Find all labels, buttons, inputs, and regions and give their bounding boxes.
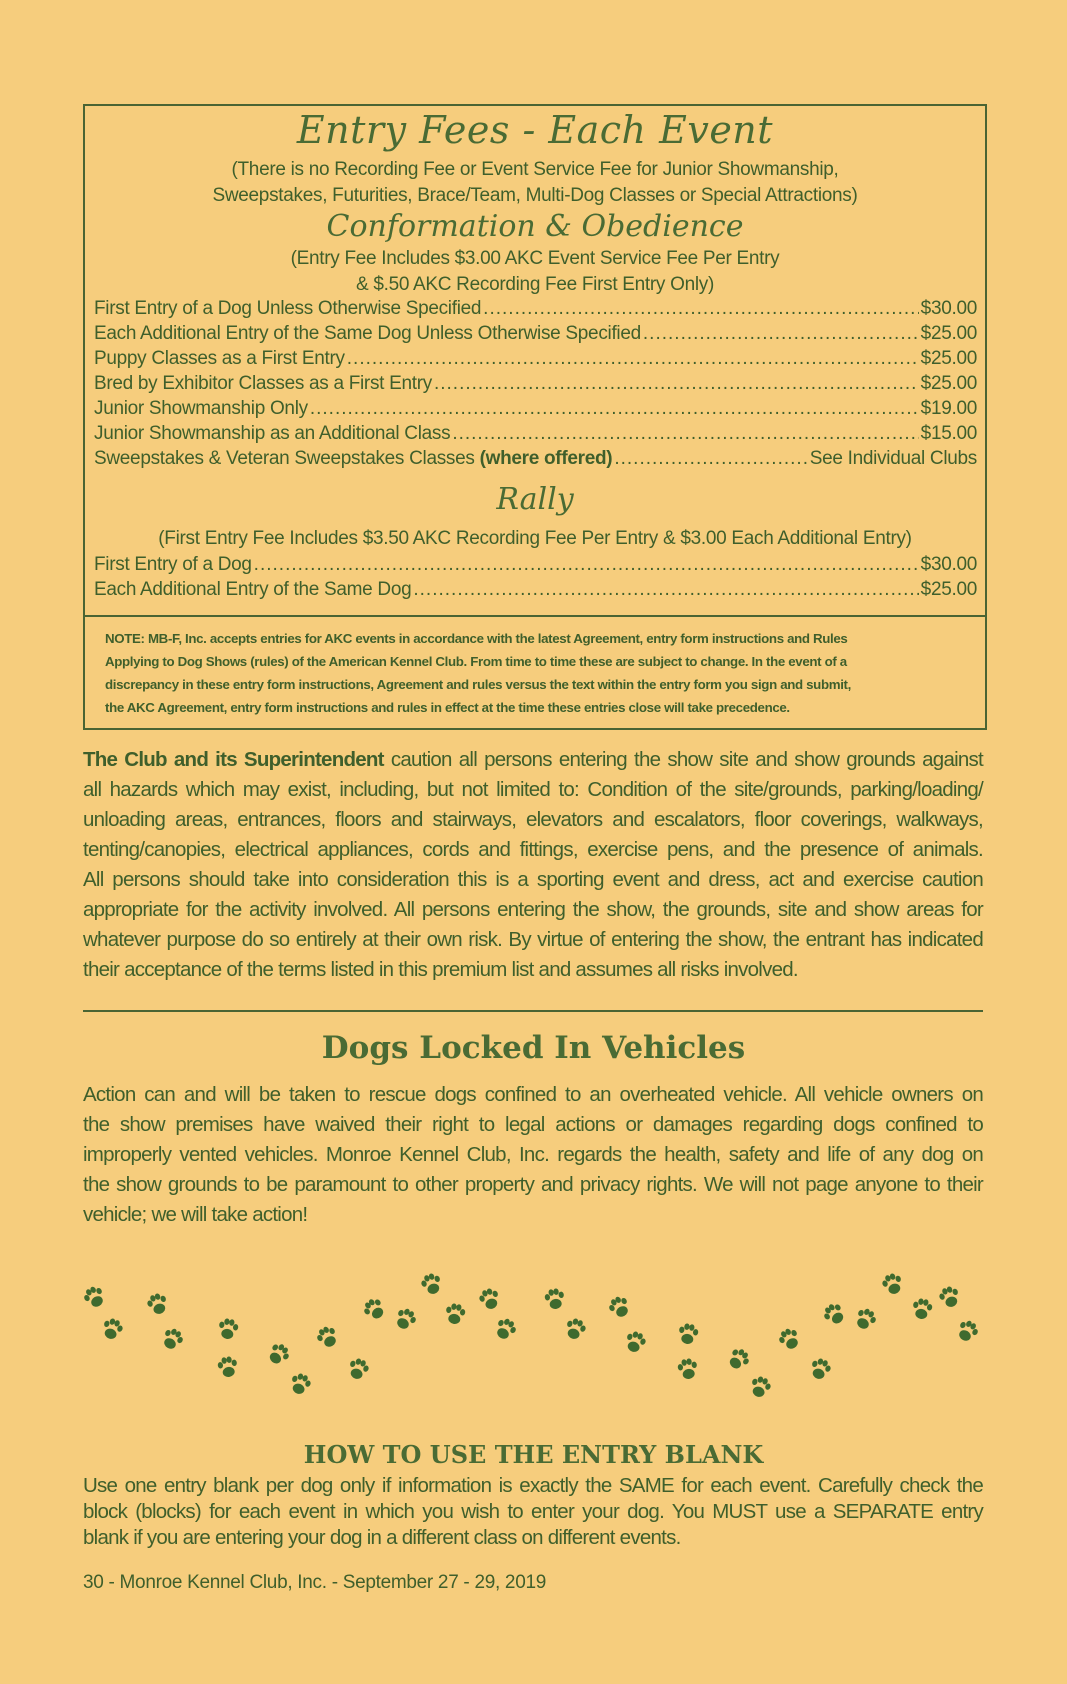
entry-fees-title: Entry Fees - Each Event <box>296 108 774 152</box>
leader-dots <box>483 296 919 321</box>
caution-line: All persons should take into consideration this is a sporting event and dress, act and exercise caution <box>83 868 983 891</box>
paw-print-icon <box>911 1297 933 1320</box>
subtitle-line: (Entry Fee Includes $3.00 AKC Event Service Fee Per Entry <box>290 248 780 269</box>
paw-print-icon <box>314 1324 341 1351</box>
fee-label-note: (where offered) <box>479 448 613 469</box>
leader-dots <box>413 577 918 602</box>
fee-row <box>94 371 977 396</box>
note-line: Applying to Dog Shows (rules) of the American Kennel Club. From time to time these are subject to change. In the event of a <box>105 654 847 669</box>
caution-line: all hazards which may exist, including, but not limited to: Condition of the site/grounds, parking/loading/ <box>83 778 983 801</box>
caution-line: their acceptance of the terms listed in this premium list and assumes all risks involved. <box>83 958 798 981</box>
paw-print-icon <box>145 1291 170 1317</box>
vehicles-line: vehicle; we will take action! <box>83 1203 308 1226</box>
paw-print-icon <box>808 1356 833 1382</box>
fee-label: Junior Showmanship Only <box>94 398 308 419</box>
paw-print-icon <box>444 1302 466 1325</box>
how-to-line: block (blocks) for each event in which you wish to enter your dog. You MUST use a SEPARATE entry <box>83 1500 983 1523</box>
divider <box>83 1010 983 1012</box>
subtitle-line: Sweepstakes, Futurities, Brace/Team, Multi-Dog Classes or Special Attractions) <box>212 185 858 206</box>
paw-print-icon <box>776 1326 803 1353</box>
paw-print-icon <box>544 1287 566 1310</box>
paw-print-icon <box>623 1329 648 1355</box>
how-to-line: blank if you are entering your dog in a different class on different events. <box>83 1526 681 1549</box>
paw-print-icon <box>606 1294 633 1321</box>
fee-label: Junior Showmanship as an Additional Class <box>94 423 451 444</box>
caution-line: whatever purpose do so entirely at their own risk. By virtue of entering the show, the entrant has indicated <box>83 928 983 951</box>
paw-print-icon <box>880 1271 905 1297</box>
paw-print-icon <box>81 1284 108 1311</box>
note-line: discrepancy in these entry form instructions, Agreement and rules versus the text within the entry form you sign and submit, <box>105 677 851 692</box>
caution-line: caution all persons entering the show site and show grounds against <box>383 748 983 771</box>
conformation-heading: Conformation & Obedience <box>326 209 744 244</box>
vehicles-line: the show grounds to be paramount to other property and privacy rights. We will not page anyone to their <box>83 1173 983 1196</box>
caution-line: tenting/canopies, electrical appliances, cords and fittings, exercise pens, and the presence of animals. <box>83 838 983 861</box>
how-to-paragraph <box>83 1473 983 1551</box>
paw-print-icon <box>217 1355 239 1378</box>
caution-line: appropriate for the activity involved. All persons entering the show, the grounds, site and show areas for <box>83 898 983 921</box>
conformation-subtitle <box>85 246 985 298</box>
fee-row <box>94 446 977 471</box>
paw-print-icon <box>748 1374 773 1400</box>
fee-value: See Individual Clubs <box>809 448 977 469</box>
leader-dots <box>434 371 919 396</box>
vehicles-line: the show premises have waived their right to legal actions or damages regarding dogs confined to <box>83 1113 983 1136</box>
fee-label: Sweepstakes & Veteran Sweepstakes Classes <box>94 448 475 469</box>
fee-label: Each Additional Entry of the Same Dog <box>94 579 412 600</box>
fee-row <box>94 321 977 346</box>
leader-dots <box>614 446 807 471</box>
paw-print-icon <box>159 1326 186 1353</box>
note-line: the AKC Agreement, entry form instructions and rules in effect at the time these entries close will take precedence. <box>105 700 790 715</box>
vehicles-paragraph <box>83 1080 983 1230</box>
paw-prints-decoration <box>0 1260 1067 1410</box>
leader-dots <box>254 552 919 577</box>
how-to-line: Use one entry blank per dog only if information is exactly the SAME for each event. Carefully check the <box>83 1474 983 1497</box>
paw-print-icon <box>419 1271 444 1297</box>
subtitle-line: & $.50 AKC Recording Fee First Entry Only) <box>355 274 715 295</box>
fee-label: Each Additional Entry of the Same Dog Unless Otherwise Specified <box>94 323 641 344</box>
agreement-note <box>85 615 985 719</box>
caution-line: unloading areas, entrances, floors and stairways, elevators and escalators, floor coverings, walkways, <box>83 808 983 831</box>
note-line: NOTE: MB-F, Inc. accepts entries for AKC events in accordance with the latest Agreement, entry form instructions and Rules <box>105 631 848 646</box>
leader-dots <box>347 346 919 371</box>
fee-row <box>94 577 977 602</box>
paw-print-icon <box>820 1300 848 1328</box>
entry-fees-subtitle <box>85 157 985 209</box>
leader-dots <box>643 321 919 346</box>
fee-label: Puppy Classes as a First Entry <box>94 348 345 369</box>
fee-row <box>94 346 977 371</box>
paw-print-icon <box>392 1306 419 1333</box>
fee-value: $25.00 <box>920 579 977 600</box>
vehicles-heading: Dogs Locked In Vehicles <box>321 1030 746 1066</box>
entry-fees-box <box>83 104 987 730</box>
fee-value: $25.00 <box>920 348 977 369</box>
subtitle-line: (There is no Recording Fee or Event Service Fee for Junior Showmanship, <box>231 159 839 180</box>
paw-print-icon <box>288 1371 313 1397</box>
paw-print-icon <box>725 1345 753 1373</box>
paw-print-icon <box>346 1356 371 1382</box>
paw-print-icon <box>217 1317 239 1340</box>
fee-value: $19.00 <box>920 398 977 419</box>
paw-print-icon <box>360 1295 388 1323</box>
fee-value: $15.00 <box>920 423 977 444</box>
paw-print-icon <box>954 1318 981 1345</box>
paw-print-icon <box>477 1286 502 1312</box>
leader-dots <box>310 396 919 421</box>
vehicles-line: improperly vented vehicles. Monroe Kennel Club, Inc. regards the health, safety and life of any dog on <box>83 1143 983 1166</box>
paw-print-icon <box>100 1316 125 1342</box>
page-footer: 30 - Monroe Kennel Club, Inc. - September 27 - 29, 2019 <box>83 1572 547 1593</box>
fee-row <box>94 421 977 446</box>
fee-row <box>94 552 977 577</box>
paw-print-icon <box>677 1322 699 1345</box>
fee-label: Bred by Exhibitor Classes as a First Entry <box>94 373 432 394</box>
fee-row <box>94 296 977 321</box>
vehicles-line: Action can and will be taken to rescue dogs confined to an overheated vehicle. All vehicle owners on <box>83 1083 983 1106</box>
fee-label: First Entry of a Dog <box>94 554 252 575</box>
fee-row <box>94 396 977 421</box>
caution-bold: The Club and its Superintendent <box>83 748 384 771</box>
paw-print-icon <box>265 1340 293 1368</box>
rally-heading: Rally <box>496 482 574 517</box>
fee-value: $30.00 <box>920 298 977 319</box>
fee-value: $25.00 <box>920 323 977 344</box>
fee-value: $30.00 <box>920 554 977 575</box>
paw-print-icon <box>677 1357 699 1380</box>
paw-print-icon <box>563 1316 588 1342</box>
fee-value: $25.00 <box>920 373 977 394</box>
paw-print-icon <box>492 1316 519 1343</box>
rally-subtitle: (First Entry Fee Includes $3.50 AKC Recording Fee Per Entry & $3.00 Each Additional Entry) <box>158 528 912 549</box>
fee-label: First Entry of a Dog Unless Otherwise Specified <box>94 298 482 319</box>
leader-dots <box>452 421 918 446</box>
caution-paragraph <box>83 745 983 985</box>
paw-print-icon <box>937 1284 962 1310</box>
how-to-heading: HOW TO USE THE ENTRY BLANK <box>303 1440 764 1469</box>
paw-print-icon <box>852 1306 879 1333</box>
